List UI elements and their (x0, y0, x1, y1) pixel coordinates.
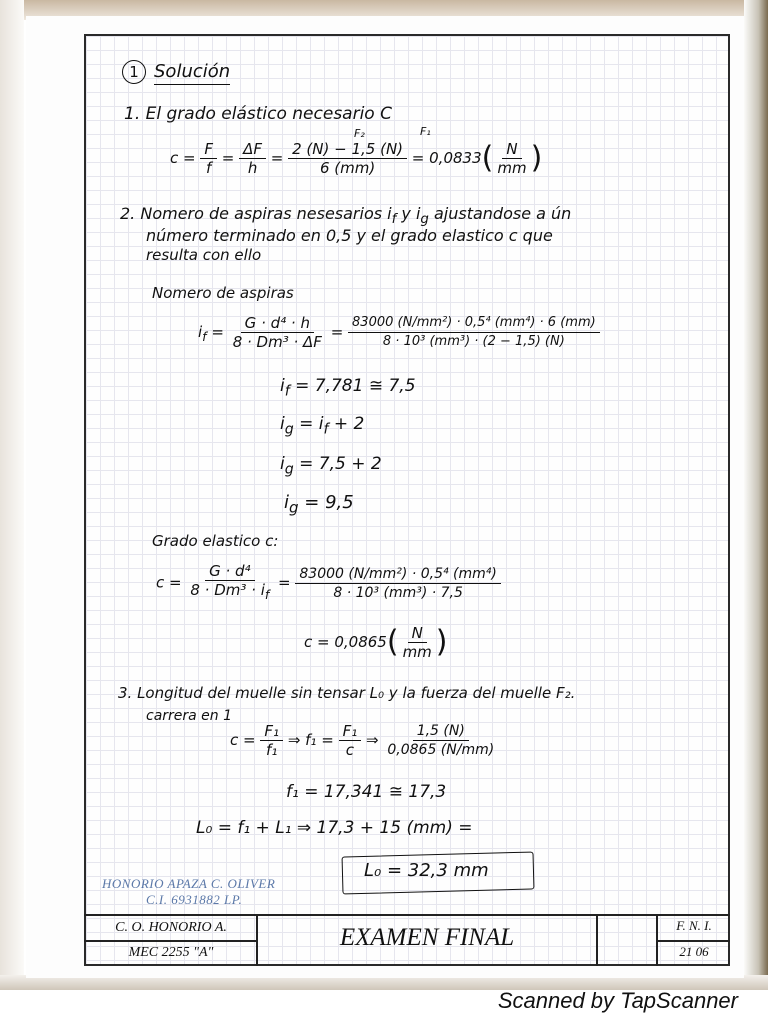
stamp-ci: C.I. 6931882 LP. (146, 892, 243, 907)
ig-eq2-text: = 7,5 + 2 (299, 454, 382, 474)
frac-numerator: ΔF (239, 140, 266, 159)
title-block-left-divider (84, 940, 256, 942)
frac-numerator: F₁ (260, 722, 283, 741)
ig-equation-2: $i_g = 7,5 + 2$ (280, 454, 382, 478)
title-block-right-divider (656, 940, 730, 942)
frac-numerator: G · d⁴ · h (241, 314, 314, 333)
subscript-f: f (202, 329, 207, 344)
if-result-value: = 7,781 ≅ 7,5 (295, 376, 416, 396)
section3-heading-line2: carrera en 1 (146, 708, 233, 724)
frac-numerator: F (200, 140, 217, 159)
unit-numerator: N (408, 624, 427, 643)
ig-equation-3: $i_g = 9,5$ (284, 492, 354, 517)
fraction-values (288, 140, 407, 177)
fraction-F-f (200, 140, 217, 177)
frac-denominator (186, 581, 273, 604)
section1-equation: c = $\frac{F}{f}$ = $\frac{\Delta F}{h}$ = $\frac{2 (N) - 1,5 (N)}{6 (mm)}$ = 0,0833( $\frac{N}{mm}$ ) (170, 140, 543, 177)
f1-label: F₁ (420, 125, 431, 138)
frac-denominator: 8 · 10³ (mm³) · 7,5 (333, 584, 463, 601)
desk-edge-right (744, 0, 768, 990)
ig-eq1-text: = i (299, 414, 324, 434)
eq1-lhs: c = (170, 149, 196, 167)
implies-f1: ⇒ f₁ = (287, 731, 334, 749)
frac-denominator: c (345, 741, 355, 759)
if-symbolic-fraction (229, 314, 326, 351)
frac-denominator: h (247, 159, 258, 177)
frac-numerator: 1,5 (N) (413, 722, 469, 741)
title-text: Solución (154, 61, 230, 85)
equals: = (206, 323, 224, 341)
subscript-f: f (264, 587, 270, 602)
frac-numerator: G · d⁴ (205, 562, 254, 581)
c-symbol: c = (156, 573, 182, 592)
faculty-label: F. N. I. (676, 918, 712, 933)
frac-numerator: 2 (N) − 1,5 (N) (288, 140, 407, 159)
course-code: MEC 2255 "A" (128, 945, 214, 960)
title-block-top-border (84, 914, 730, 916)
stamp-name: HONORIO APAZA C. OLIVER (102, 876, 276, 891)
unit-N-mm (399, 624, 436, 661)
ig-eq3-text: = 9,5 (304, 492, 354, 513)
c-formula: c = $\frac{\text{G · d⁴}}{8 \cdot Dm^3 \cdot i_f}$ = $\frac{\text{83000 (N/mm²) · 0,5⁴ (mm⁴)}}{\text{8 · 10³ (mm³) · 7,5}}$ (156, 562, 501, 604)
c-result: c = 0,0865( $\frac{N}{mm}$ ) (304, 624, 448, 661)
heading-text: ajustandose a ún (428, 204, 572, 223)
l0-result: L₀ = 32,3 mm (364, 860, 489, 881)
if-symbol: i (198, 323, 203, 341)
fraction-values (383, 722, 498, 759)
frac-denominator: 0,0865 (N/mm) (387, 742, 495, 758)
frac-denominator: f (206, 159, 212, 177)
title-block-vline-2 (596, 914, 598, 966)
date-label: 21 06 (679, 944, 709, 959)
scanner-watermark: Scanned by TapScanner (497, 988, 738, 1013)
fraction-F1-f1 (260, 722, 283, 759)
frac-numerator: F₁ (339, 722, 362, 741)
frac-numerator: 83000 (N/mm²) · 0,5⁴ (mm⁴) (295, 565, 500, 584)
ig-eq1-tail: + 2 (328, 414, 365, 434)
fraction-F1-c (339, 722, 362, 759)
heading-text: y i (396, 204, 421, 223)
desk-edge-left (0, 0, 24, 990)
section2-subheading: Nomero de aspiras (152, 284, 294, 302)
frac-denominator: 8 · Dm³ · ΔF (232, 333, 322, 351)
c-numeric-fraction (295, 565, 500, 602)
unit-N-mm (493, 140, 530, 177)
section2-heading-line1 (120, 204, 571, 227)
subscript-g: g (420, 212, 429, 228)
if-result: $i_f = 7,781$ ≅ 7,5 (280, 376, 416, 400)
if-numeric-fraction (348, 314, 600, 351)
problem-number: 1 (122, 60, 146, 84)
f1-derivation (230, 722, 498, 759)
frac-denominator: 6 (mm) (319, 159, 376, 177)
ig-equation-1: $i_g = i_f + 2$ (280, 414, 365, 438)
exam-title: EXAMEN FINAL (339, 924, 515, 951)
f2-label: F₂ (354, 127, 365, 140)
section2-heading-line2: número terminado en 0,5 y el grado elastico c que (146, 226, 553, 245)
section2-heading-line3: resulta con ello (146, 246, 262, 264)
c-symbolic-fraction (186, 562, 273, 604)
if-formula: $i_f$ = $\frac{\text{G · d⁴ · h}}{\text{8 · Dm³ · ΔF}}$ = $\frac{\text{83000 (N/mm²) · 0,5⁴ (mm⁴) · 6 (mm)}}{\text{8 · 10³ (mm³) · (2 − 1,5) (N)}}$ (198, 314, 600, 351)
unit-denominator: mm (402, 643, 432, 661)
section3-heading-line1: 3. Longitud del muelle sin tensar L₀ y la fuerza del muelle F₂. (118, 684, 576, 702)
section1-heading: 1. El grado elástico necesario C (124, 104, 392, 124)
frac-denominator: f₁ (266, 741, 278, 759)
heading-text: 2. Nomero de aspiras nesesarios i (120, 204, 392, 223)
eq1-result: = 0,0833 (411, 149, 482, 167)
unit-numerator: N (502, 140, 521, 159)
fraction-dF-h (239, 140, 266, 177)
f1-result: f₁ = 17,341 ≅ 17,3 (286, 782, 447, 802)
l0-equation: L₀ = f₁ + L₁ ⇒ 17,3 + 15 (mm) = (196, 818, 473, 838)
c-symbol: c = (230, 731, 256, 749)
c-result-value: c = 0,0865 (304, 633, 387, 651)
subscript-f: f (391, 212, 397, 228)
frac-denominator: 8 · 10³ (mm³) · (2 − 1,5) (N) (382, 334, 565, 349)
frac-numerator: 83000 (N/mm²) · 0,5⁴ (mm⁴) · 6 (mm) (348, 314, 600, 333)
implies-arrow: ⇒ (366, 731, 379, 749)
grado-elastico-label: Grado elastico c: (152, 532, 279, 550)
page-title (122, 60, 230, 84)
unit-denominator: mm (497, 159, 527, 177)
author-name: C. O. HONORIO A. (115, 920, 227, 935)
c-den-text: 8 · Dm³ · i (190, 581, 265, 599)
